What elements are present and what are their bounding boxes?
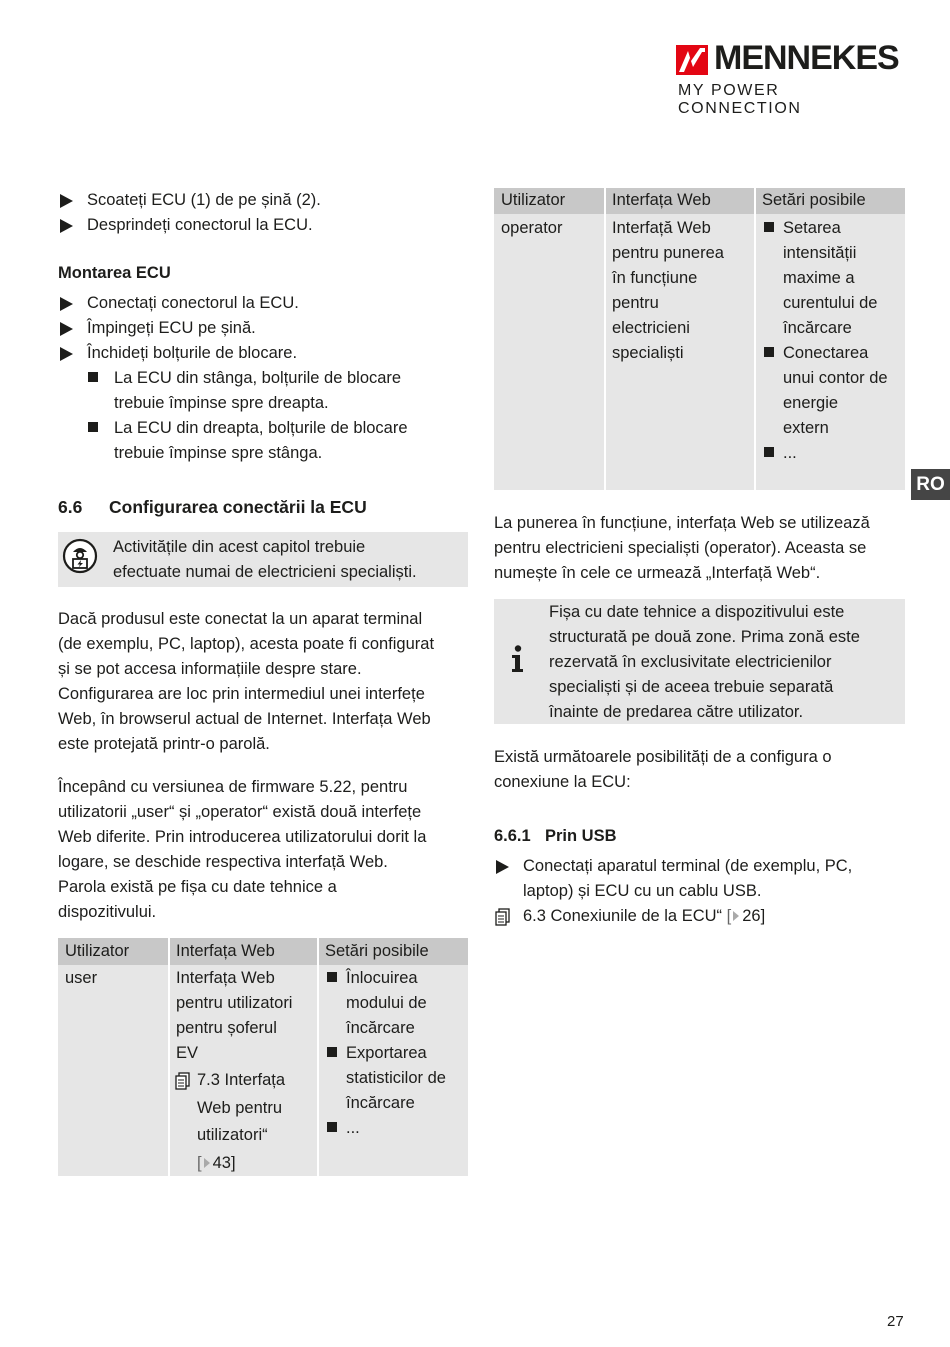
cross-reference-link[interactable]: 7.3 Interfața Web pentru utilizatori“ [ 43] (197, 1071, 286, 1172)
step-arrow-icon (60, 219, 73, 233)
language-tab[interactable]: RO (911, 469, 950, 500)
table-header: Utilizator (501, 191, 566, 209)
section-number: 6.6 (58, 497, 83, 517)
setting-item: Înlocuirea modului de încărcare (346, 969, 427, 1037)
firmware-paragraph: Începând cu versiunea de firmware 5.22, pentru utilizatorii „user“ și „operator“ există două interfețe Web diferite. Prin introducerea utilizatorului dorit la logare, se deschide respectiva interfață Web. Parola există pe fișa cu date tehnice a dispozitivului. (58, 778, 427, 921)
notice-text: Activitățile din acest capitol trebuie efectuate numai de electricieni specialiști. (113, 538, 417, 581)
bullet-square-icon (327, 1047, 337, 1057)
setting-item: ... (783, 444, 797, 462)
subsection-title: Prin USB (545, 827, 617, 845)
options-paragraph: Există următoarele posibilități de a configura o conexiune la ECU: (494, 748, 832, 791)
table-cell-web: Interfața Web pentru utilizatori pentru șoferul EV (176, 969, 293, 1062)
bullet-square-icon (327, 1122, 337, 1132)
mount-title: Montarea ECU (58, 264, 171, 282)
cross-reference-link[interactable]: 6.3 Conexiunile de la ECU“ [ 26] (523, 907, 766, 925)
subsection-number: 6.6.1 (494, 827, 531, 845)
step-arrow-icon (60, 194, 73, 208)
mennekes-logo-mark-icon (676, 45, 708, 75)
table-cell-user: user (65, 969, 98, 987)
page-pointer-icon (733, 911, 739, 921)
step-text: Închideți bolțurile de blocare. (87, 344, 298, 362)
info-box (494, 599, 905, 724)
info-text: Fișa cu date tehnice a dispozitivului este structurată pe două zone. Prima zonă este rezervată în exclusivitate electricienilor specialiști și de aceea trebuie separată înainte de predarea către utilizator. (549, 603, 860, 721)
section-title: Configurarea conectării la ECU (109, 497, 367, 517)
setting-item: Exportarea statisticilor de încărcare (346, 1044, 446, 1112)
notice-box (58, 532, 468, 587)
setting-item: Conectarea unui contor de energie extern (783, 344, 888, 437)
bullet-square-icon (88, 422, 98, 432)
step-text: Desprindeți conectorul la ECU. (87, 216, 313, 234)
table-header: Interfața Web (176, 942, 275, 960)
brand-tagline: MY POWER CONNECTION (678, 82, 802, 117)
step-arrow-icon (60, 322, 73, 336)
table-cell-user: operator (501, 219, 563, 237)
page-pointer-icon (204, 1158, 210, 1168)
bullet-square-icon (327, 972, 337, 982)
table-header: Setări posibile (762, 191, 866, 209)
sub-bullet-text: La ECU din stânga, bolțurile de blocare trebuie împinse spre dreapta. (114, 369, 402, 412)
electrician-icon (62, 538, 98, 574)
step-text: Conectați aparatul terminal (de exemplu, PC, laptop) și ECU cu un cablu USB. (523, 857, 853, 900)
sub-bullet-text: La ECU din dreapta, bolțurile de blocare trebuie împinse spre stânga. (114, 419, 408, 462)
step-arrow-icon (60, 297, 73, 311)
step-text: Conectați conectorul la ECU. (87, 294, 299, 312)
setting-item: ... (346, 1119, 360, 1137)
step-text: Împingeți ECU pe șină. (87, 319, 256, 337)
brand-name: MENNEKES (714, 39, 899, 77)
page-number: 27 (887, 1313, 904, 1330)
step-arrow-icon (496, 860, 509, 874)
setting-item: Setarea intensității maxime a curentului de încărcare (783, 219, 878, 337)
bullet-square-icon (764, 447, 774, 457)
bullet-square-icon (764, 347, 774, 357)
brand-logo (676, 39, 906, 117)
document-reference-icon (495, 908, 510, 926)
table-header: Utilizator (65, 942, 130, 960)
info-icon (510, 645, 526, 673)
table-cell-web: Interfață Web pentru punerea în funcțiune pentru electricieni specialiști (612, 219, 724, 362)
table-header: Setări posibile (325, 942, 429, 960)
document-reference-icon (175, 1072, 190, 1090)
bullet-square-icon (88, 372, 98, 382)
intro-paragraph: Dacă produsul este conectat la un aparat terminal (de exemplu, PC, laptop), acesta poate fi configurat și se pot accesa informațiile despre stare. Configurarea are loc prin intermediul unei interfețe Web, în browserul actual de Internet. Interfața Web este protejată printr-o parolă. (58, 610, 435, 753)
user-table (58, 938, 468, 1176)
table-header: Interfața Web (612, 191, 711, 209)
step-arrow-icon (60, 347, 73, 361)
bullet-square-icon (764, 222, 774, 232)
commissioning-paragraph: La punerea în funcțiune, interfața Web se utilizează pentru electricieni specialiști (operator). Aceasta se numește în cele ce urmează „Interfață Web“. (494, 514, 870, 582)
operator-table (494, 188, 905, 490)
step-text: Scoateți ECU (1) de pe șină (2). (87, 191, 321, 209)
